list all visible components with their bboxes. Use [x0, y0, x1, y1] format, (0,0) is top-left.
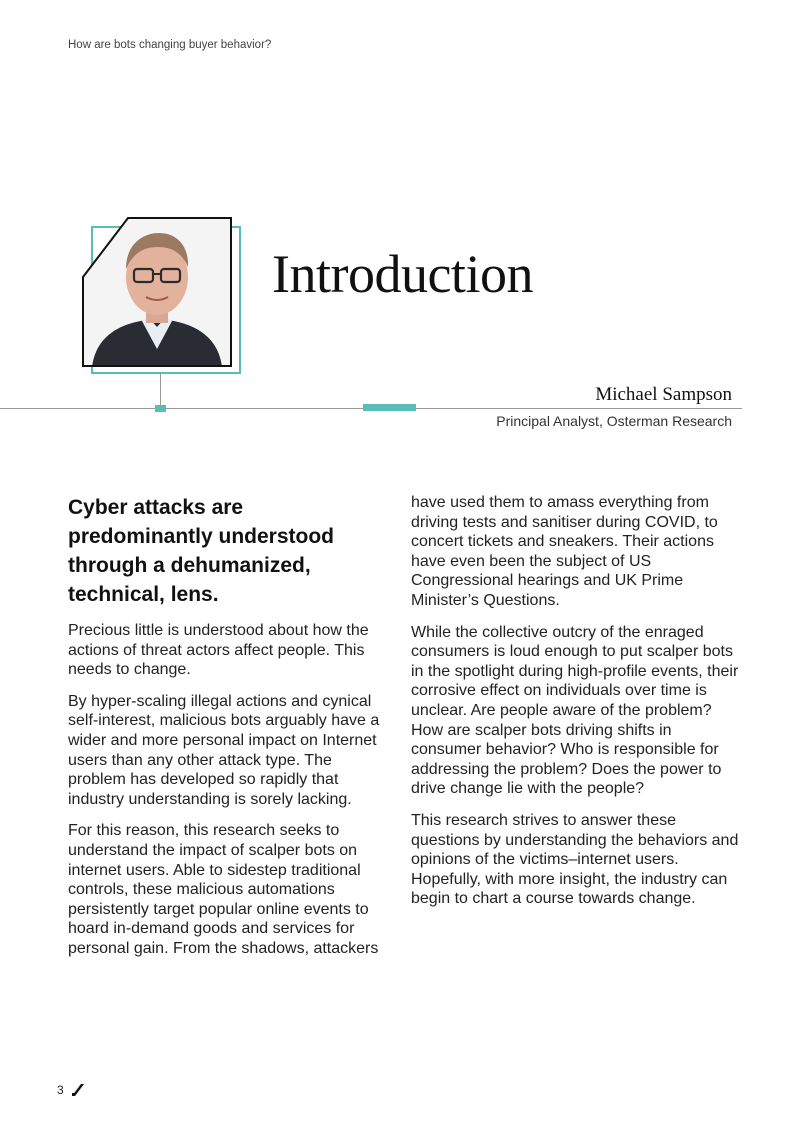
paragraph: This research strives to answer these questions by understanding the behaviors and opinions of the victims–internet users. Hopefully, with more insight, the industry can begin to chart a course towards change.	[411, 811, 739, 908]
paragraph: While the collective outcry of the enraged consumers is loud enough to put scalper bots in the spotlight during high-profile events, their corrosive effect on individuals over time is unclear. Are people aware of the problem? How are scalper bots driving shifts in consumer behavior? Who is responsible for addressing the problem? Does the power to drive change lie with the people?	[411, 623, 739, 798]
lead-heading: Cyber attacks are predominantly understood through a dehumanized, technical, lens.	[68, 496, 335, 606]
paragraph: have used them to amass everything from driving tests and sanitiser during COVID, to concert tickets and sneakers. Their actions have even been the subject of US Congressional hearings and UK Prime Minister’s Questions.	[411, 494, 718, 609]
accent-bar	[363, 404, 416, 411]
running-header: How are bots changing buyer behavior?	[68, 39, 272, 51]
right-column	[411, 493, 741, 921]
accent-square	[155, 405, 166, 412]
portrait-outline	[82, 217, 232, 367]
page-title: Introduction	[272, 244, 533, 304]
author-role: Principal Analyst, Osterman Research	[496, 413, 732, 429]
paragraph: By hyper-scaling illegal actions and cynical self-interest, malicious bots arguably have a wider and more personal impact on Internet users than any other attack type. The problem has developed so rapidly that industry understanding is sorely lacking.	[68, 692, 380, 808]
author-name: Michael Sampson	[595, 384, 732, 405]
slash-mark-icon	[71, 1084, 85, 1096]
paragraph: Precious little is understood about how the actions of threat actors affect people. This needs to change.	[68, 622, 369, 679]
paragraph: For this reason, this research seeks to understand the impact of scalper bots on internet users. Able to sidestep traditional controls, these malicious automations persistently target popular online events to hoard in-demand goods and services for personal gain. From the shadows, attackers	[68, 822, 379, 957]
page-number: 3	[57, 1083, 64, 1097]
left-column	[68, 493, 388, 971]
connector-line	[160, 374, 161, 407]
